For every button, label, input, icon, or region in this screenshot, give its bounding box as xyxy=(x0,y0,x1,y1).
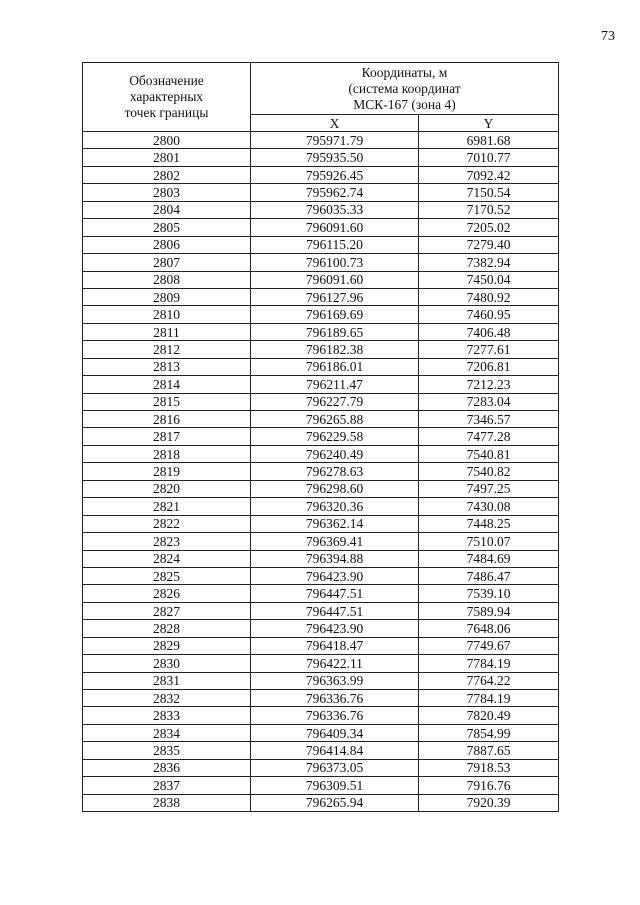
x-coordinate-cell: 796186.01 xyxy=(251,358,419,375)
table-row xyxy=(83,376,559,393)
x-coordinate-cell: 796115.20 xyxy=(251,236,419,253)
x-coordinate-cell: 796298.60 xyxy=(251,480,419,497)
table-body xyxy=(83,132,559,812)
y-coordinate-cell: 7205.02 xyxy=(419,219,559,236)
x-coordinate-cell: 796127.96 xyxy=(251,288,419,305)
y-coordinate-cell: 7283.04 xyxy=(419,393,559,410)
point-id-cell: 2806 xyxy=(83,236,251,253)
y-coordinate-cell: 7916.76 xyxy=(419,777,559,794)
header-row xyxy=(83,63,559,115)
y-coordinate-cell: 7010.77 xyxy=(419,149,559,166)
x-coordinate-cell: 796447.51 xyxy=(251,602,419,619)
x-coordinate-cell: 796418.47 xyxy=(251,637,419,654)
x-coordinate-cell: 796336.76 xyxy=(251,690,419,707)
point-id-cell: 2827 xyxy=(83,602,251,619)
point-id-cell: 2825 xyxy=(83,567,251,584)
x-coordinate-cell: 796229.58 xyxy=(251,428,419,445)
point-id-cell: 2800 xyxy=(83,132,251,149)
x-coordinate-cell: 796100.73 xyxy=(251,254,419,271)
y-coordinate-cell: 7430.08 xyxy=(419,498,559,515)
x-coordinate-cell: 795971.79 xyxy=(251,132,419,149)
coordinates-table xyxy=(82,62,559,812)
point-id-cell: 2819 xyxy=(83,463,251,480)
y-coordinate-cell: 7539.10 xyxy=(419,585,559,602)
y-coordinate-cell: 7510.07 xyxy=(419,533,559,550)
x-coordinate-cell: 796422.11 xyxy=(251,655,419,672)
table-row xyxy=(83,445,559,462)
y-coordinate-cell: 7480.92 xyxy=(419,288,559,305)
table-header xyxy=(83,63,559,132)
x-coordinate-cell: 796091.60 xyxy=(251,271,419,288)
table-row xyxy=(83,341,559,358)
table-row xyxy=(83,690,559,707)
table-row xyxy=(83,637,559,654)
table-row xyxy=(83,585,559,602)
y-coordinate-cell: 7540.81 xyxy=(419,445,559,462)
table-row xyxy=(83,498,559,515)
point-id-cell: 2818 xyxy=(83,445,251,462)
point-id-cell: 2804 xyxy=(83,201,251,218)
point-id-cell: 2821 xyxy=(83,498,251,515)
table-row xyxy=(83,672,559,689)
x-coordinate-cell: 795935.50 xyxy=(251,149,419,166)
x-coordinate-cell: 796240.49 xyxy=(251,445,419,462)
table-row xyxy=(83,166,559,183)
y-coordinate-cell: 7150.54 xyxy=(419,184,559,201)
x-coordinate-cell: 796373.05 xyxy=(251,759,419,776)
point-id-cell: 2835 xyxy=(83,742,251,759)
table-row xyxy=(83,655,559,672)
table-row xyxy=(83,759,559,776)
point-id-cell: 2837 xyxy=(83,777,251,794)
point-id-cell: 2816 xyxy=(83,411,251,428)
point-id-cell: 2814 xyxy=(83,376,251,393)
coordinates-column-header xyxy=(251,63,559,115)
point-id-cell: 2803 xyxy=(83,184,251,201)
x-column-header: X xyxy=(251,115,419,132)
y-coordinate-cell: 7382.94 xyxy=(419,254,559,271)
coords-header-line: Координаты, м xyxy=(361,64,448,80)
points-column-header xyxy=(83,63,251,132)
y-coordinate-cell: 7854.99 xyxy=(419,724,559,741)
table-row xyxy=(83,515,559,532)
point-id-cell: 2809 xyxy=(83,288,251,305)
x-coordinate-cell: 796423.90 xyxy=(251,567,419,584)
table-row xyxy=(83,533,559,550)
y-coordinate-cell: 7406.48 xyxy=(419,323,559,340)
points-header-line: точек границы xyxy=(124,105,209,120)
x-coordinate-cell: 796409.34 xyxy=(251,724,419,741)
y-coordinate-cell: 7820.49 xyxy=(419,707,559,724)
x-coordinate-cell: 796169.69 xyxy=(251,306,419,323)
coords-header-line: МСК-167 (зона 4) xyxy=(353,96,456,112)
x-coordinate-cell: 796363.99 xyxy=(251,672,419,689)
point-id-cell: 2834 xyxy=(83,724,251,741)
x-coordinate-cell: 796227.79 xyxy=(251,393,419,410)
point-id-cell: 2811 xyxy=(83,323,251,340)
table-row xyxy=(83,428,559,445)
y-coordinate-cell: 7092.42 xyxy=(419,166,559,183)
point-id-cell: 2810 xyxy=(83,306,251,323)
table-row xyxy=(83,288,559,305)
coords-header-line: (система координат xyxy=(348,80,461,96)
y-coordinate-cell: 7450.04 xyxy=(419,271,559,288)
x-coordinate-cell: 795962.74 xyxy=(251,184,419,201)
y-column-header: Y xyxy=(419,115,559,132)
point-id-cell: 2823 xyxy=(83,533,251,550)
point-id-cell: 2838 xyxy=(83,794,251,811)
x-coordinate-cell: 796211.47 xyxy=(251,376,419,393)
points-header-line: Обозначение xyxy=(129,73,204,88)
table-row xyxy=(83,411,559,428)
x-coordinate-cell: 796035.33 xyxy=(251,201,419,218)
y-coordinate-cell: 7589.94 xyxy=(419,602,559,619)
y-coordinate-cell: 7497.25 xyxy=(419,480,559,497)
point-id-cell: 2813 xyxy=(83,358,251,375)
table-row xyxy=(83,620,559,637)
x-coordinate-cell: 796182.38 xyxy=(251,341,419,358)
point-id-cell: 2824 xyxy=(83,550,251,567)
point-id-cell: 2822 xyxy=(83,515,251,532)
y-coordinate-cell: 7448.25 xyxy=(419,515,559,532)
table-row xyxy=(83,742,559,759)
table-row xyxy=(83,550,559,567)
point-id-cell: 2826 xyxy=(83,585,251,602)
table-row xyxy=(83,602,559,619)
y-coordinate-cell: 7764.22 xyxy=(419,672,559,689)
y-coordinate-cell: 7749.67 xyxy=(419,637,559,654)
y-coordinate-cell: 7206.81 xyxy=(419,358,559,375)
y-coordinate-cell: 7486.47 xyxy=(419,567,559,584)
y-coordinate-cell: 7279.40 xyxy=(419,236,559,253)
table-row xyxy=(83,236,559,253)
point-id-cell: 2829 xyxy=(83,637,251,654)
point-id-cell: 2820 xyxy=(83,480,251,497)
page-number: 73 xyxy=(601,29,615,44)
y-coordinate-cell: 7477.28 xyxy=(419,428,559,445)
y-coordinate-cell: 7170.52 xyxy=(419,201,559,218)
table-row xyxy=(83,777,559,794)
point-id-cell: 2802 xyxy=(83,166,251,183)
table-row xyxy=(83,254,559,271)
y-coordinate-cell: 7540.82 xyxy=(419,463,559,480)
point-id-cell: 2836 xyxy=(83,759,251,776)
table-row xyxy=(83,794,559,811)
table-row xyxy=(83,201,559,218)
table-row xyxy=(83,132,559,149)
y-coordinate-cell: 7648.06 xyxy=(419,620,559,637)
y-coordinate-cell: 7346.57 xyxy=(419,411,559,428)
x-coordinate-cell: 796278.63 xyxy=(251,463,419,480)
table-row xyxy=(83,480,559,497)
table-row xyxy=(83,323,559,340)
x-coordinate-cell: 796265.94 xyxy=(251,794,419,811)
x-coordinate-cell: 796369.41 xyxy=(251,533,419,550)
x-coordinate-cell: 796414.84 xyxy=(251,742,419,759)
point-id-cell: 2832 xyxy=(83,690,251,707)
x-coordinate-cell: 796320.36 xyxy=(251,498,419,515)
table-row xyxy=(83,184,559,201)
x-coordinate-cell: 796309.51 xyxy=(251,777,419,794)
x-coordinate-cell: 796091.60 xyxy=(251,219,419,236)
y-coordinate-cell: 7277.61 xyxy=(419,341,559,358)
x-coordinate-cell: 796447.51 xyxy=(251,585,419,602)
table-row xyxy=(83,306,559,323)
table-row xyxy=(83,358,559,375)
table-row xyxy=(83,724,559,741)
point-id-cell: 2805 xyxy=(83,219,251,236)
y-coordinate-cell: 7484.69 xyxy=(419,550,559,567)
table-row xyxy=(83,219,559,236)
point-id-cell: 2830 xyxy=(83,655,251,672)
point-id-cell: 2815 xyxy=(83,393,251,410)
table-row xyxy=(83,567,559,584)
y-coordinate-cell: 6981.68 xyxy=(419,132,559,149)
point-id-cell: 2812 xyxy=(83,341,251,358)
point-id-cell: 2817 xyxy=(83,428,251,445)
table-row xyxy=(83,271,559,288)
y-coordinate-cell: 7920.39 xyxy=(419,794,559,811)
x-coordinate-cell: 796265.88 xyxy=(251,411,419,428)
y-coordinate-cell: 7887.65 xyxy=(419,742,559,759)
y-coordinate-cell: 7784.19 xyxy=(419,690,559,707)
table-row xyxy=(83,463,559,480)
points-header-line: характерных xyxy=(129,89,204,104)
point-id-cell: 2831 xyxy=(83,672,251,689)
x-coordinate-cell: 796394.88 xyxy=(251,550,419,567)
y-coordinate-cell: 7460.95 xyxy=(419,306,559,323)
point-id-cell: 2833 xyxy=(83,707,251,724)
y-coordinate-cell: 7918.53 xyxy=(419,759,559,776)
y-coordinate-cell: 7784.19 xyxy=(419,655,559,672)
x-coordinate-cell: 796336.76 xyxy=(251,707,419,724)
y-coordinate-cell: 7212.23 xyxy=(419,376,559,393)
point-id-cell: 2828 xyxy=(83,620,251,637)
point-id-cell: 2801 xyxy=(83,149,251,166)
table-row xyxy=(83,149,559,166)
point-id-cell: 2807 xyxy=(83,254,251,271)
x-coordinate-cell: 796362.14 xyxy=(251,515,419,532)
table-row xyxy=(83,393,559,410)
point-id-cell: 2808 xyxy=(83,271,251,288)
x-coordinate-cell: 796189.65 xyxy=(251,323,419,340)
table-row xyxy=(83,707,559,724)
x-coordinate-cell: 795926.45 xyxy=(251,166,419,183)
x-coordinate-cell: 796423.90 xyxy=(251,620,419,637)
